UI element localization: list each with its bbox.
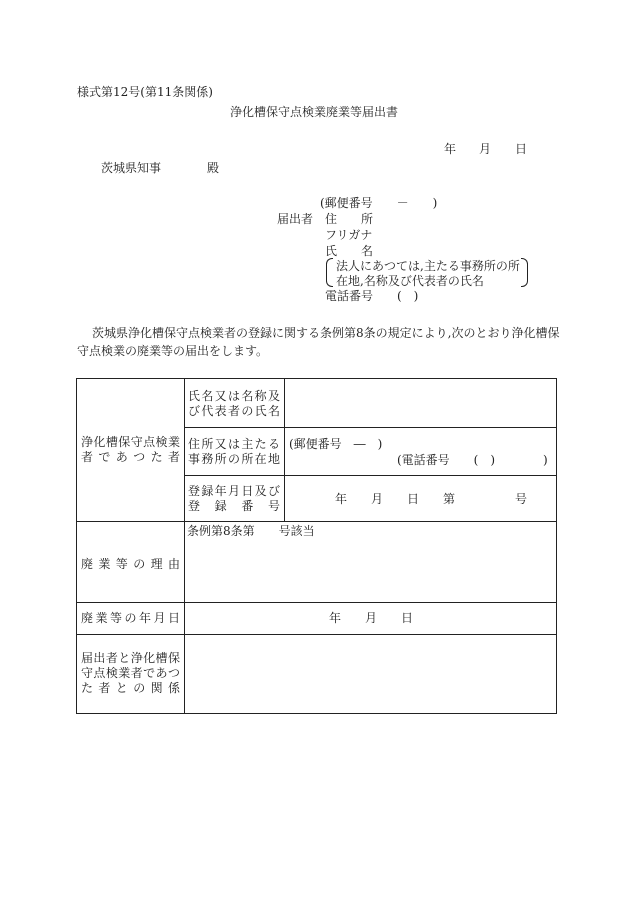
address-label-line-2: 事務所の所在地	[188, 452, 280, 466]
date-value: 年 月 日	[329, 611, 414, 625]
brace-left	[326, 258, 333, 287]
body-text-line-1: 茨城県浄化槽保守点検業者の登録に関する条例第8条の規定により,次のとおり浄化槽保	[92, 326, 560, 340]
group-label	[81, 435, 180, 465]
date-day: 日	[515, 142, 528, 156]
applicant-address: 住 所	[325, 212, 374, 226]
applicant-name: 氏 名	[325, 244, 374, 258]
applicant-postal: (郵便番号 － )	[320, 196, 438, 210]
date-year: 年	[444, 142, 457, 156]
addressee-name: 茨城県知事	[101, 161, 162, 175]
name-label	[188, 389, 280, 419]
notification-table	[76, 378, 557, 714]
group-label-line-2: 者であつた者	[81, 450, 180, 464]
body-text-line-2: 守点検業の廃業等の届出をします。	[77, 344, 269, 358]
applicant-label: 届出者	[277, 212, 314, 226]
group-label-line-1: 浄化槽保守点検業	[81, 435, 180, 449]
relation-label	[81, 651, 180, 696]
address-phone-value: (電話番号 ( ) )	[397, 453, 548, 467]
address-label	[188, 437, 280, 467]
name-label-line-1: 氏名又は名称及	[188, 389, 280, 403]
date-month: 月	[479, 142, 492, 156]
form-number: 様式第12号(第11条関係)	[77, 85, 213, 99]
reason-value: 条例第8条第 号該当	[187, 524, 315, 538]
addressee-honorific: 殿	[207, 161, 220, 175]
relation-label-line-3: た者との関係	[81, 681, 180, 695]
relation-label-line-1: 届出者と浄化槽保	[81, 651, 180, 665]
registration-label	[188, 484, 280, 514]
reason-label: 廃業等の理由	[81, 557, 180, 571]
applicant-furigana: フリガナ	[325, 228, 373, 242]
registration-label-line-2: 登録番号	[188, 499, 280, 513]
brace-right	[521, 258, 528, 287]
date-label: 廃業等の年月日	[81, 611, 180, 625]
relation-label-line-2: 守点検業者であつ	[81, 666, 180, 680]
applicant-phone: 電話番号 ( )	[325, 289, 419, 303]
form-title: 浄化槽保守点検業廃業等届出書	[230, 105, 399, 119]
registration-value: 年 月 日 第 号	[335, 492, 528, 506]
address-postal-value: (郵便番号 ― )	[289, 437, 383, 451]
applicant-corp-note-1: 法人にあつては,主たる事務所の所	[336, 259, 520, 273]
registration-label-line-1: 登録年月日及び	[188, 484, 280, 498]
applicant-corp-note-2: 在地,名称及び代表者の氏名	[336, 274, 484, 288]
address-label-line-1: 住所又は主たる	[188, 437, 280, 451]
name-label-line-2: び代表者の氏名	[188, 404, 280, 418]
